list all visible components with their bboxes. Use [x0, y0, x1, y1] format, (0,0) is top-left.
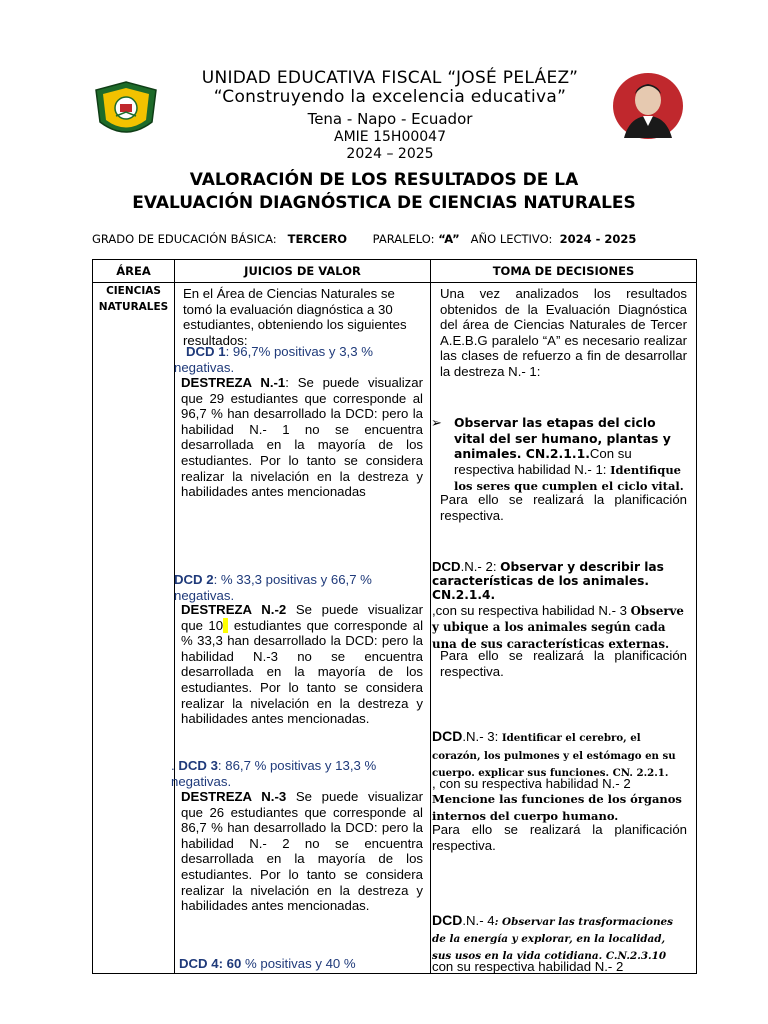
- bullet-arrow-icon: ➢: [431, 415, 443, 430]
- destreza1-paragraph: [181, 375, 423, 500]
- document-title-line1: VALORACIÓN DE LOS RESULTADOS DE LA: [189, 170, 579, 190]
- header-decisiones: TOMA DE DECISIONES: [431, 260, 697, 283]
- destreza1-label: DESTREZA N.-1: [181, 375, 286, 390]
- dcd4-text: % positivas y 40 %: [241, 956, 356, 971]
- dcd3-skill-text: , con su respectiva habilidad N.- 2: [432, 776, 631, 791]
- area-line1: CIENCIAS: [106, 285, 161, 297]
- dcd3-label: DCD 3: [178, 758, 218, 773]
- dcd4-label: DCD 4:: [179, 956, 223, 971]
- dcd2-result: [174, 572, 424, 603]
- destreza2-pre: Se puede visualizar que 10: [181, 602, 423, 633]
- header-area: ÁREA: [93, 260, 175, 283]
- dcd3-skill: [432, 776, 687, 824]
- dcd3-decision: [432, 729, 687, 782]
- dcd2-decision: [432, 560, 687, 602]
- bullet-text: Con su respectiva habilidad N.- 1:: [454, 446, 632, 477]
- dcd2-decision-bold: Observar y describir las características de los animales. CN.2.1.4.: [432, 560, 664, 602]
- dcd3-decision-num: .N.- 3:: [462, 729, 502, 744]
- school-motto: “Construyendo la excelencia educativa”: [213, 87, 567, 107]
- dcd2-skill: [432, 603, 687, 652]
- portrait-image: [612, 72, 684, 140]
- dcd1-result: [174, 344, 424, 375]
- dcd3-skill-bold: Mencione las funciones de los órganos internos del cuerpo humano.: [432, 792, 682, 823]
- header-juicios: JUICIOS DE VALOR: [175, 260, 431, 283]
- destreza3-label: DESTREZA N.-3: [181, 789, 287, 804]
- parallel-value: “A”: [438, 232, 460, 246]
- dcd3-decision-bold: Identificar el cerebro, el corazón, los pulmones y el estómago en su cuerpo. explicar sus funciones. CN. 2.2.1.: [432, 732, 676, 779]
- school-name: UNIDAD EDUCATIVA FISCAL “JOSÉ PELÁEZ”: [201, 68, 579, 88]
- dcd2-label: DCD 2: [174, 572, 214, 587]
- grade-label: GRADO DE EDUCACIÓN BÁSICA:: [92, 232, 277, 246]
- dcd1-label: DCD 1: [186, 344, 226, 359]
- juicios-intro: En el Área de Ciencias Naturales se tomó la evaluación diagnóstica a 30 estudiantes, obteniendo los siguientes resultados:: [183, 286, 407, 348]
- dcd2-skill-text: ,con su respectiva habilidad N.- 3: [432, 603, 631, 618]
- grade-info-line: [92, 232, 636, 246]
- dcd3-text: : 86,7 % positivas y 13,3 % negativas.: [171, 758, 377, 789]
- decisiones-intro: Una vez analizados los resultados obtenidos de la Evaluación Diagnóstica del área de Ciencias Naturales de Tercer A.E.B.G paralelo “A” es necesario realizar las clases de refuerzo a fin de desarrollar la destreza N.- 1:: [440, 286, 687, 379]
- parallel-label: PARALELO:: [372, 232, 435, 246]
- dcd2-skill-bold: Observe y ubique a los animales según cada una de sus características externas.: [432, 604, 684, 651]
- destreza2-label: DESTREZA N.-2: [181, 602, 287, 617]
- school-logo: [92, 80, 160, 142]
- dcd3-decision-label: DCD: [432, 728, 463, 744]
- amie-code: AMIE 15H00047: [334, 129, 446, 145]
- dcd4-decision-num: .N.- 4: [462, 913, 495, 928]
- school-years: 2024 – 2025: [346, 146, 434, 162]
- bullet-skill: Identifique los seres que cumplen el ciclo vital.: [454, 462, 684, 494]
- dcd2-decision-label: DCD: [432, 559, 461, 574]
- dcd4-result: [179, 956, 424, 972]
- plan2-text: Para ello se realizará la planificación respectiva.: [440, 648, 687, 679]
- dcd4-decision-label: DCD: [432, 912, 463, 928]
- destreza2-text: estudiantes que corresponde al % 33,3 han desarrollado la DCD: pero la habilidad N.-3 no se encuentra desarrollada en la mayoría de los estudiantes. Por lo tanto se considera realizar la nivelación en la destreza y habilidades antes mencionadas.: [181, 617, 424, 727]
- bullet-bold: Observar las etapas del ciclo vital del ser humano, plantas y animales. CN.2.1.1.: [454, 415, 671, 462]
- dcd3-result: [171, 758, 424, 789]
- grade-value: TERCERO: [287, 232, 348, 246]
- document-title-line2: EVALUACIÓN DIAGNÓSTICA DE CIENCIAS NATURALES: [132, 193, 636, 213]
- dcd4-decision-bold: : Observar las trasformaciones de la energía y explorar, en la localidad, sus usos en la vida cotidiana. C.N.2.3.10: [432, 916, 673, 962]
- juicios-cell: [171, 283, 431, 974]
- plan3-text: Para ello se realizará la planificación respectiva.: [432, 822, 687, 853]
- dcd2-text: : % 33,3 positivas y 66,7 % negativas.: [174, 572, 372, 603]
- dcd4-decision: [432, 913, 687, 964]
- table-row: [93, 283, 697, 974]
- destreza1-bullet: [454, 415, 687, 495]
- destreza3-paragraph: [181, 789, 423, 914]
- dcd4-skill-text: con su respectiva habilidad N.- 2: [432, 959, 624, 974]
- destreza1-text: : Se puede visualizar que 29 estudiantes que corresponde al 96,7 % han desarrollado la DCD: pero la habilidad N.- 1 no se encuentra desarrollada en la mayoría de los estudiantes. Por lo tanto se considera realizar la nivelación en la destreza y habilidades antes mencionadas: [181, 375, 423, 500]
- table-header-row: [93, 260, 697, 283]
- year-label: AÑO LECTIVO:: [470, 232, 553, 246]
- area-line2: NATURALES: [98, 301, 169, 313]
- destreza2-paragraph: [181, 602, 423, 727]
- year-value: 2024 - 2025: [559, 232, 637, 246]
- dcd2-decision-num: .N.- 2:: [460, 559, 501, 574]
- dcd1-text: : 96,7% positivas y 3,3 % negativas.: [174, 344, 373, 375]
- evaluation-table: [92, 259, 697, 974]
- dcd4-value: 60: [226, 956, 242, 971]
- school-location: Tena - Napo - Ecuador: [307, 110, 473, 128]
- destreza3-text: Se puede visualizar que 26 estudiantes que corresponde al 86,7 % han desarrollado la DCD: pero la habilidad N.- 2 no se encuentra desarrollada en la mayoría de los estudiantes. Por lo tanto se considera realizar la nivelación en la destreza y habilidades antes mencionadas.: [181, 789, 423, 914]
- dcd3-prefix: .: [171, 758, 179, 773]
- decisiones-cell: [431, 283, 697, 974]
- area-cell: [93, 283, 175, 974]
- plan1-text: Para ello se realizará la planificación respectiva.: [440, 492, 687, 523]
